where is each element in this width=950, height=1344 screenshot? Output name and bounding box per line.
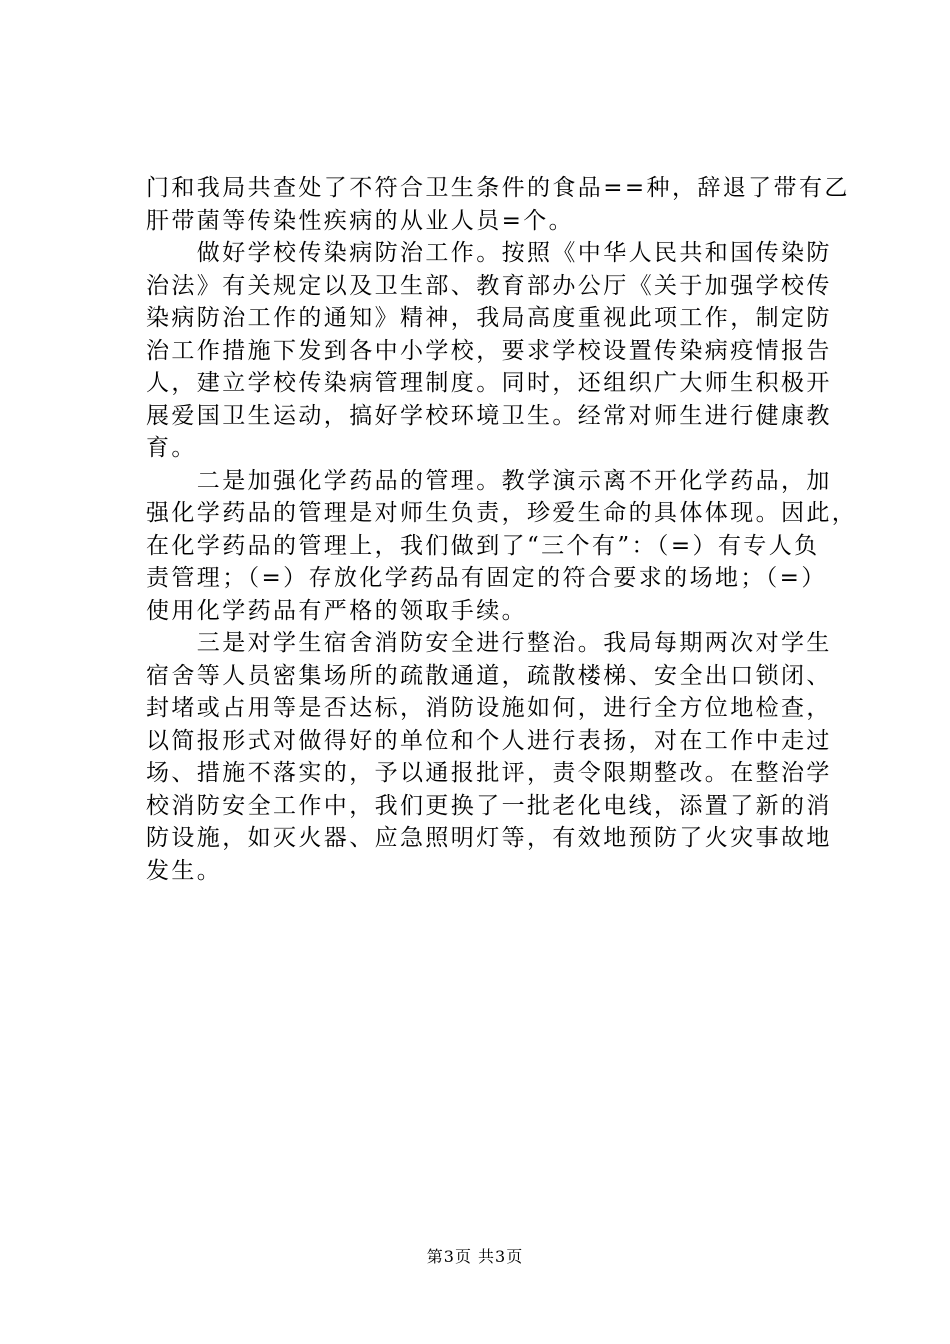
text-line: 肝带菌等传染性疾病的从业人员=个。 xyxy=(146,207,575,234)
document-body xyxy=(146,172,858,887)
text-line: 门和我局共查处了不符合卫生条件的食品==种，辞退了带有乙 xyxy=(146,175,850,201)
text-line: 使用化学药品有严格的领取手续。 xyxy=(146,597,527,624)
text-line: 强化学药品的管理是对师生负责，珍爱生命的具体体现。因此， xyxy=(146,500,858,526)
text-line: 校消防安全工作中，我们更换了一批老化电线，添置了新的消 xyxy=(146,792,832,819)
text-line: 治法》有关规定以及卫生部、教育部办公厅《关于加强学校传 xyxy=(146,272,832,299)
page-number-footer: 第3页 共3页 xyxy=(426,1247,524,1266)
text-line: 宿舍等人员密集场所的疏散通道，疏散楼梯、安全出口锁闭、 xyxy=(146,662,832,689)
text-line: 做好学校传染病防治工作。按照《中华人民共和国传染防 xyxy=(146,240,832,266)
text-line: 三是对学生宿舍消防安全进行整治。我局每期两次对学生 xyxy=(146,630,832,656)
text-line: 育。 xyxy=(146,435,197,461)
paragraph xyxy=(146,627,836,887)
text-line: 治工作措施下发到各中小学校，要求学校设置传染病疫情报告 xyxy=(146,337,832,364)
text-line: 发生。 xyxy=(146,857,223,884)
text-line: 防设施，如灭火器、应急照明灯等，有效地预防了火灾事故地 xyxy=(146,825,832,851)
text-line: 染病防治工作的通知》精神，我局高度重视此项工作，制定防 xyxy=(146,305,832,331)
paragraph xyxy=(146,237,836,465)
text-line: 责管理；（=）存放化学药品有固定的符合要求的场地；（=） xyxy=(146,565,827,591)
text-line: 封堵或占用等是否达标，消防设施如何，进行全方位地检查， xyxy=(146,695,832,721)
text-line: 二是加强化学药品的管理。教学演示离不开化学药品，加 xyxy=(146,467,832,494)
text-line: 在化学药品的管理上，我们做到了“三个有”：（=）有专人负 xyxy=(146,532,820,559)
paragraph xyxy=(146,465,858,628)
text-line: 以简报形式对做得好的单位和个人进行表扬，对在工作中走过 xyxy=(146,727,832,754)
text-line: 展爱国卫生运动，搞好学校环境卫生。经常对师生进行健康教 xyxy=(146,402,832,429)
paragraph xyxy=(146,172,850,237)
text-line: 场、措施不落实的，予以通报批评，责令限期整改。在整治学 xyxy=(146,760,832,786)
text-line: 人，建立学校传染病管理制度。同时，还组织广大师生积极开 xyxy=(146,370,832,396)
